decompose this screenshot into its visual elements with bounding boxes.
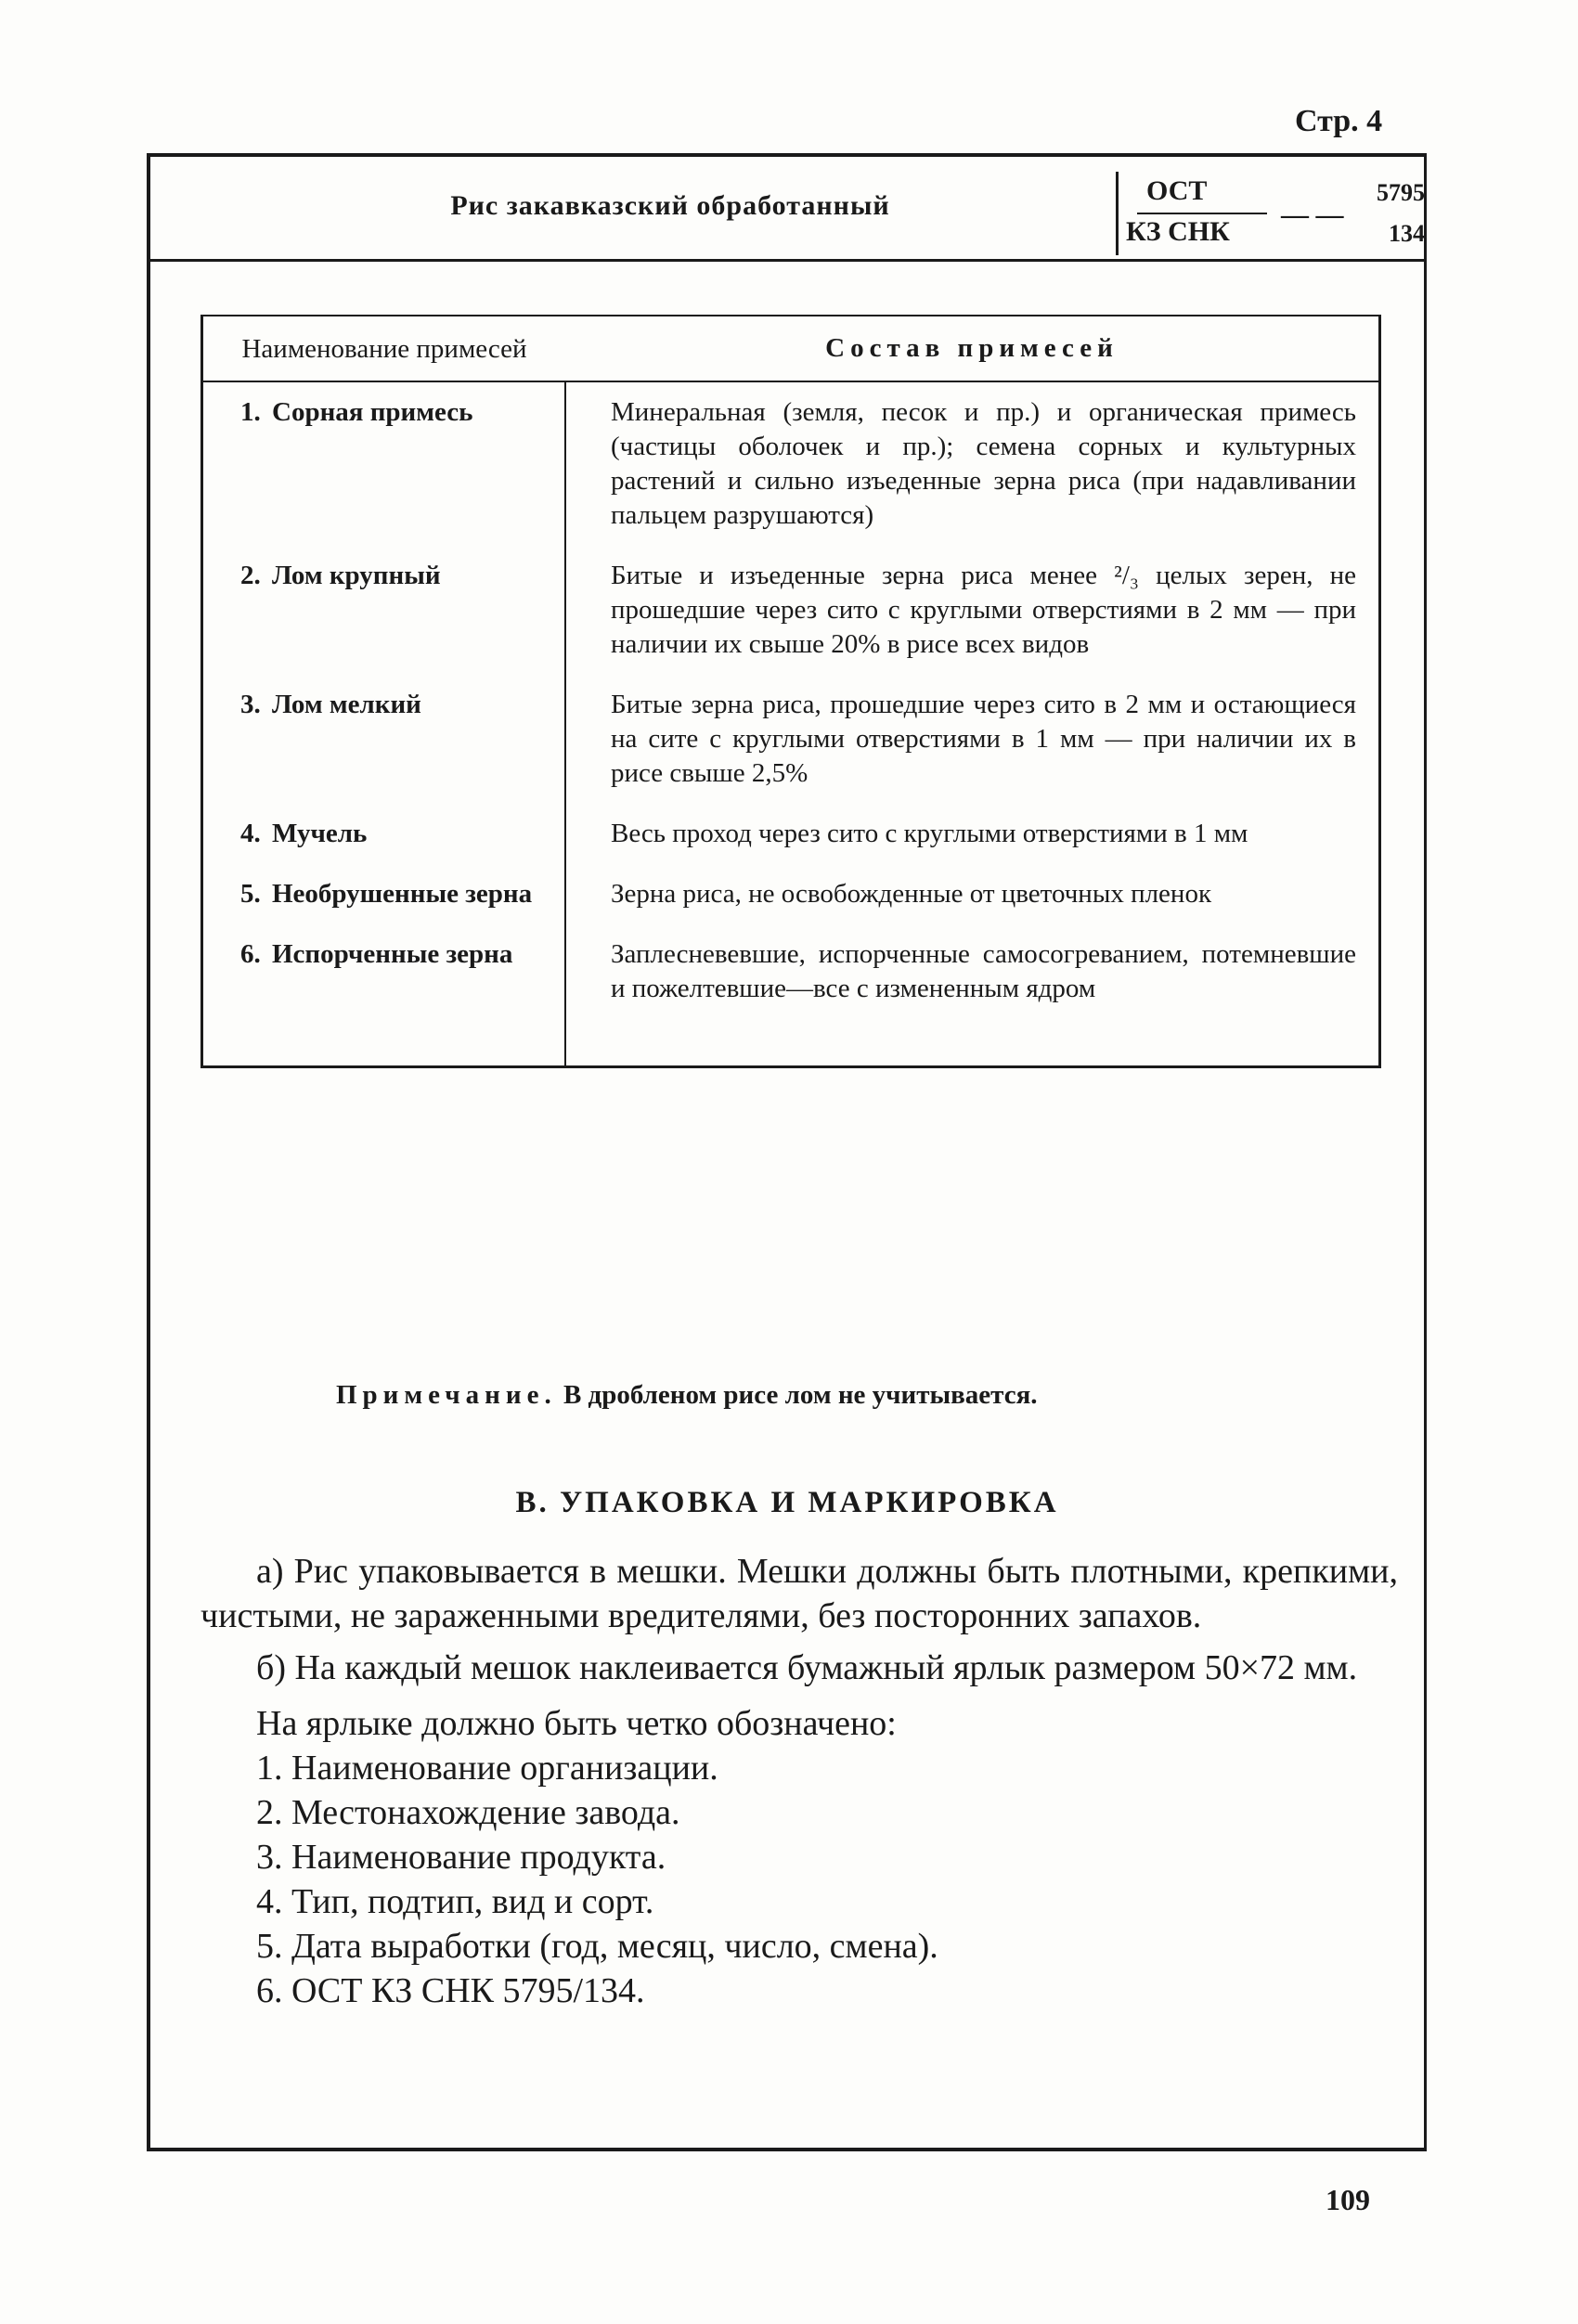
document-title: Рис закавказский обработанный	[450, 190, 890, 221]
column-header-name: Наименование примесей	[202, 316, 566, 381]
impurity-composition: Зерна риса, не освобожденные от цветочных пленок	[611, 879, 1212, 909]
table-row	[202, 804, 1380, 864]
table-row	[202, 864, 1380, 924]
impurity-name: Лом крупный	[272, 561, 441, 590]
table-note	[336, 1380, 1264, 1411]
list-item: 5. Дата выработки (год, месяц, число, смена).	[256, 1927, 938, 1966]
standard-number-bottom: 134	[1389, 220, 1425, 247]
list-item: 2. Местонахождение завода.	[256, 1793, 680, 1832]
paragraph-a: а) Рис упаковывается в мешки. Мешки должны быть плотными, крепкими, чистыми, не зараженными вредителями, без посторонних запахов.	[200, 1552, 1398, 1635]
table-row	[202, 675, 1380, 804]
dash: — —	[1281, 200, 1344, 230]
page-label: Стр. 4	[1295, 104, 1383, 138]
label-requirements-list	[200, 1746, 1398, 2013]
impurity-composition: Битые зерна риса, прошедшие через сито в 2 мм и остающиеся на сите с круглыми отверстиями в 1 мм — при наличии их в рисе свыше 2,5%	[611, 690, 1356, 788]
row-number: 5.	[240, 879, 261, 909]
column-header-composition: Состав примесей	[565, 316, 1380, 381]
impurity-name: Испорченные зерна	[272, 939, 513, 969]
list-item: 1. Наименование организации.	[256, 1749, 718, 1788]
fraction-line	[1137, 213, 1267, 214]
table-bottom-spacer	[202, 1019, 1380, 1067]
impurity-name: Лом мелкий	[272, 690, 421, 719]
row-number: 2.	[240, 561, 261, 590]
impurity-composition: Заплесневевшие, испорченные самосогреванием, потемневшие и пожелтевшие—все с измененным ядром	[611, 939, 1356, 1003]
section-title: В. УПАКОВКА И МАРКИРОВКА	[515, 1486, 1059, 1519]
impurity-composition: Битые и изъеденные зерна риса менее ²/₃ целых зерен, не прошедшие через сито с круглыми отверстиями в 2 мм — при наличии их свыше 20% в рисе всех видов	[611, 561, 1356, 659]
table-row	[202, 546, 1380, 675]
standard-top: ОСТ	[1146, 175, 1208, 206]
page-frame	[147, 153, 1427, 2151]
table-row	[202, 381, 1380, 546]
list-item: 3. Наименование продукта.	[256, 1838, 666, 1877]
list-item: 4. Тип, подтип, вид и сорт.	[256, 1882, 654, 1921]
standard-bottom: КЗ СНК	[1126, 216, 1230, 247]
row-number: 1.	[240, 397, 261, 427]
impurity-composition: Минеральная (земля, песок и пр.) и органическая примесь (частицы оболочек и пр.); семена сорных и культурных растений и сильно изъеденные зерна риса (при надавливании пальцем разрушаются)	[611, 397, 1356, 530]
row-number: 6.	[240, 939, 261, 969]
list-item: 6. ОСТ КЗ СНК 5795/134.	[256, 1971, 645, 2010]
impurity-composition: Весь проход через сито с круглыми отверстиями в 1 мм	[611, 819, 1248, 848]
table-row	[202, 924, 1380, 1019]
row-number: 3.	[240, 690, 261, 719]
note-text: В дробленом рисе лом не учитывается.	[563, 1380, 1038, 1410]
standard-number-top: 5795	[1377, 179, 1425, 206]
impurity-name: Сорная примесь	[272, 397, 473, 427]
list-intro: На ярлыке должно быть четко обозначено:	[256, 1704, 897, 1743]
impurities-table	[200, 315, 1381, 1068]
paragraph-b: б) На каждый мешок наклеивается бумажный ярлык размером 50×72 мм.	[256, 1648, 1358, 1687]
impurity-name: Необрушенные зерна	[272, 879, 533, 909]
section-body	[200, 1549, 1398, 2013]
note-label: Примечание.	[336, 1380, 557, 1410]
impurity-name: Мучель	[272, 819, 368, 848]
page-number: 109	[1326, 2183, 1370, 2216]
document-header	[150, 157, 1424, 262]
row-number: 4.	[240, 819, 261, 848]
standard-designation	[1116, 172, 1425, 255]
